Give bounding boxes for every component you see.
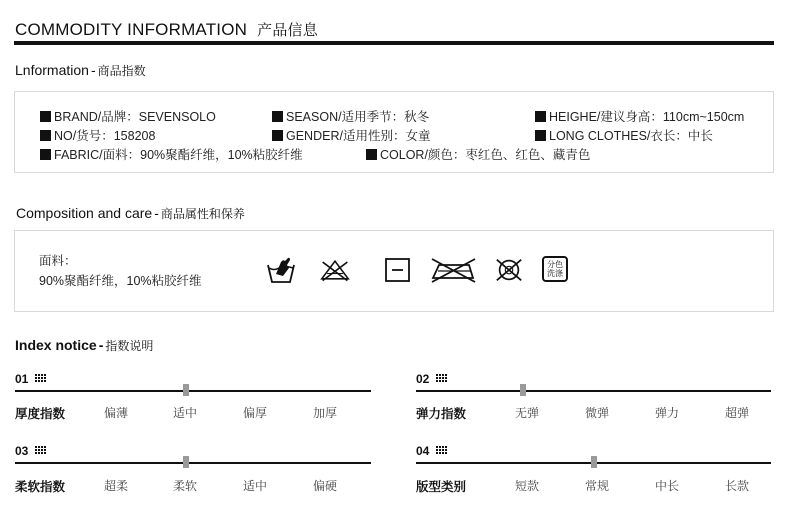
attr-season [272,107,429,125]
index-heading-dash: - [98,337,104,353]
bullet-square-icon [272,130,283,141]
fabric-label: 面料： [39,254,77,268]
scale-number-text: 02 [416,372,430,386]
scale-01-option: 加厚 [313,406,338,420]
attr-text: GENDER/适用性别：女童 [286,129,431,143]
scale-04-number [416,444,448,458]
care-section-heading [16,205,245,222]
scale-02-track [416,390,771,392]
scale-01-option: 适中 [173,406,198,420]
care-box [14,230,774,312]
scale-01-label: 厚度指数 [15,407,66,421]
scale-02-option: 微弹 [585,406,610,420]
page-title-cn: 产品信息 [257,22,318,39]
grid-icon [436,446,448,456]
scale-01-marker [183,384,189,396]
attr-gender [272,126,430,144]
attr-text: SEASON/适用季节：秋冬 [286,110,430,124]
no-dry-clean-icon [494,256,524,284]
dry-flat-icon [383,256,413,284]
attr-text: FABRIC/面料：90%聚酯纤维，10%粘胶纤维 [54,148,303,162]
grid-icon [436,374,448,384]
scale-01-number [15,372,47,386]
scale-number-text: 03 [15,444,29,458]
bullet-square-icon [272,111,283,122]
attr-height [535,107,744,125]
attr-fabric [40,145,303,163]
hand-wash-icon [266,256,296,284]
attr-text: COLOR/颜色：枣红色、红色、藏青色 [380,148,591,162]
scale-02-marker [520,384,526,396]
index-heading-en: Index notice [15,337,97,353]
scale-01-track [15,390,371,392]
care-heading-en: Composition and care [16,205,153,221]
fabric-value: 90%聚酯纤维，10%粘胶纤维 [39,274,202,288]
page-title [15,19,318,40]
scale-04-option: 中长 [655,479,680,493]
care-heading-cn: 商品属性和保养 [160,207,245,221]
index-heading-cn: 指数说明 [105,339,154,353]
scale-02-option: 无弹 [515,406,540,420]
no-iron-icon [429,256,477,284]
wash-separately-icon [542,256,568,282]
no-bleach-icon [320,256,350,284]
attr-text: LONG CLOTHES/衣长：中长 [549,129,713,143]
info-heading-en: Lnformation [15,62,89,78]
scale-02-option: 超弹 [725,406,750,420]
bullet-square-icon [535,130,546,141]
scale-02-label: 弹力指数 [416,407,467,421]
attr-text: HEIGHE/建议身高：110cm~150cm [549,110,745,124]
fabric-composition [39,251,202,291]
scale-03-marker [183,456,189,468]
scale-03-label: 柔软指数 [15,480,66,494]
info-section-heading [15,62,146,79]
attr-brand [40,107,216,125]
scale-number-text: 01 [15,372,29,386]
title-divider [14,41,774,45]
bullet-square-icon [40,130,51,141]
index-section-heading [15,337,153,354]
scale-03-option: 超柔 [104,479,129,493]
info-heading-cn: 商品指数 [97,64,146,78]
info-box [14,91,774,173]
scale-02-number [416,372,448,386]
grid-icon [35,446,47,456]
wash-separately-text-top: 分色 [547,260,563,269]
scale-04-marker [591,456,597,468]
scale-04-option: 常规 [585,479,610,493]
scale-03-option: 适中 [243,479,268,493]
bullet-square-icon [40,111,51,122]
wash-separately-text-bottom: 洗涤 [547,269,563,278]
scale-03-track [15,462,371,464]
scale-02-option: 弹力 [655,406,680,420]
attr-text: BRAND/品牌：SEVENSOLO [54,110,216,124]
scale-04-option: 长款 [725,479,750,493]
grid-icon [35,374,47,384]
bullet-square-icon [40,149,51,160]
scale-04-option: 短款 [515,479,540,493]
scale-number-text: 04 [416,444,430,458]
scale-01-option: 偏薄 [104,406,129,420]
scale-03-number [15,444,47,458]
bullet-square-icon [535,111,546,122]
care-heading-dash: - [154,205,159,221]
attr-number [40,126,155,144]
scale-01-option: 偏厚 [243,406,268,420]
attr-text: NO/货号：158208 [54,129,156,143]
page-title-en: COMMODITY INFORMATION [15,20,248,39]
scale-03-option: 偏硬 [313,479,338,493]
info-heading-dash: - [90,62,96,78]
scale-04-label: 版型类别 [416,480,467,494]
bullet-square-icon [366,149,377,160]
attr-length [535,126,713,144]
attr-color [366,145,590,163]
scale-03-option: 柔软 [173,479,198,493]
